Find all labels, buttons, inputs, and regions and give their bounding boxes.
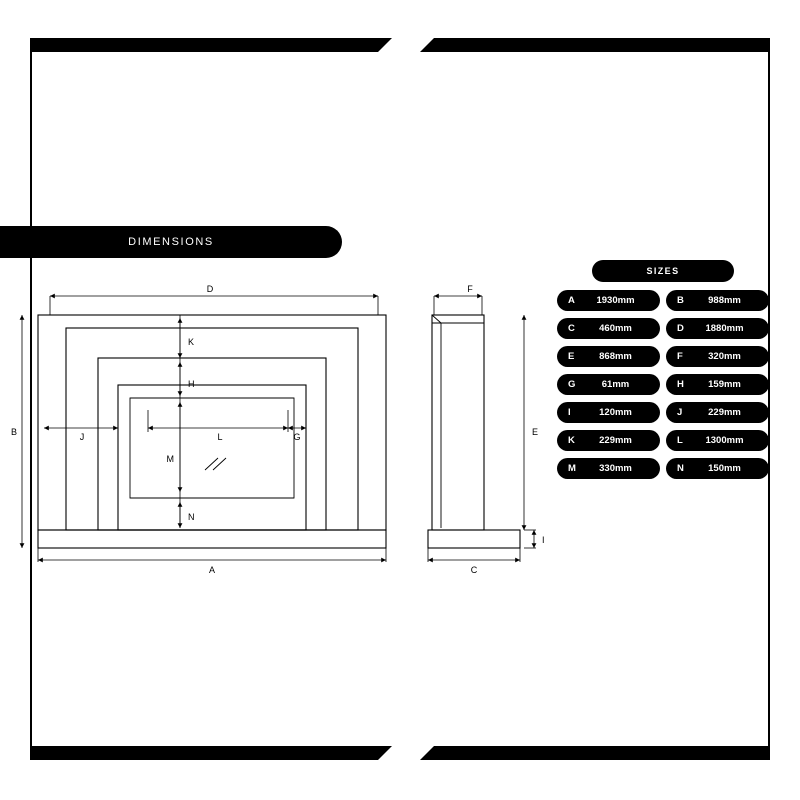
label-K: K	[188, 337, 195, 347]
label-A: A	[208, 565, 216, 575]
label-D: D	[206, 284, 214, 294]
label-M: M	[166, 454, 174, 464]
sizes-grid	[557, 290, 769, 479]
size-value-d: 1880mm	[705, 323, 744, 334]
size-letter-n: N	[677, 463, 684, 474]
size-letter-a: A	[568, 295, 575, 306]
size-pill-e	[557, 346, 660, 367]
label-H: H	[188, 379, 195, 389]
size-value-n: 150mm	[708, 463, 741, 474]
size-pill-i	[557, 402, 660, 423]
frame-bottom-left-bar	[30, 746, 392, 760]
label-N: N	[188, 512, 195, 522]
size-value-a: 1930mm	[596, 295, 635, 306]
label-L: L	[217, 432, 223, 442]
size-pill-k	[557, 430, 660, 451]
size-letter-f: F	[677, 351, 683, 362]
size-letter-l: L	[677, 435, 683, 446]
size-pill-n	[666, 458, 769, 479]
label-C: C	[470, 565, 478, 575]
size-pill-a	[557, 290, 660, 311]
label-J: J	[79, 432, 85, 442]
size-value-k: 229mm	[599, 435, 632, 446]
dimensions-banner: DIMENSIONS	[0, 226, 342, 258]
label-E: E	[532, 427, 539, 437]
size-pill-c	[557, 318, 660, 339]
size-pill-h	[666, 374, 769, 395]
frame-top-right-bar	[420, 38, 770, 52]
sizes-table	[557, 260, 769, 479]
size-value-j: 229mm	[708, 407, 741, 418]
size-letter-m: M	[568, 463, 576, 474]
size-value-h: 159mm	[708, 379, 741, 390]
size-letter-g: G	[568, 379, 576, 390]
label-F: F	[467, 284, 473, 294]
label-B: B	[10, 427, 18, 437]
size-value-e: 868mm	[599, 351, 632, 362]
size-value-c: 460mm	[599, 323, 632, 334]
size-pill-f	[666, 346, 769, 367]
sizes-table-header: SIZES	[592, 260, 734, 282]
size-pill-l	[666, 430, 769, 451]
size-letter-e: E	[568, 351, 575, 362]
size-letter-j: J	[677, 407, 683, 418]
size-value-g: 61mm	[601, 379, 630, 390]
size-value-l: 1300mm	[705, 435, 744, 446]
size-letter-h: H	[677, 379, 684, 390]
size-letter-k: K	[568, 435, 575, 446]
technical-drawing	[0, 270, 560, 590]
frame-top-left-bar	[30, 38, 392, 52]
label-G: G	[293, 432, 301, 442]
size-letter-b: B	[677, 295, 684, 306]
size-value-i: 120mm	[599, 407, 632, 418]
size-letter-c: C	[568, 323, 575, 334]
size-pill-m	[557, 458, 660, 479]
label-I: I	[542, 535, 545, 545]
size-pill-g	[557, 374, 660, 395]
size-pill-b	[666, 290, 769, 311]
frame-bottom-right-bar	[420, 746, 770, 760]
size-value-m: 330mm	[599, 463, 632, 474]
size-value-b: 988mm	[708, 295, 741, 306]
size-value-f: 320mm	[708, 351, 741, 362]
size-letter-i: I	[568, 407, 571, 418]
size-pill-j	[666, 402, 769, 423]
size-letter-d: D	[677, 323, 684, 334]
size-pill-d	[666, 318, 769, 339]
